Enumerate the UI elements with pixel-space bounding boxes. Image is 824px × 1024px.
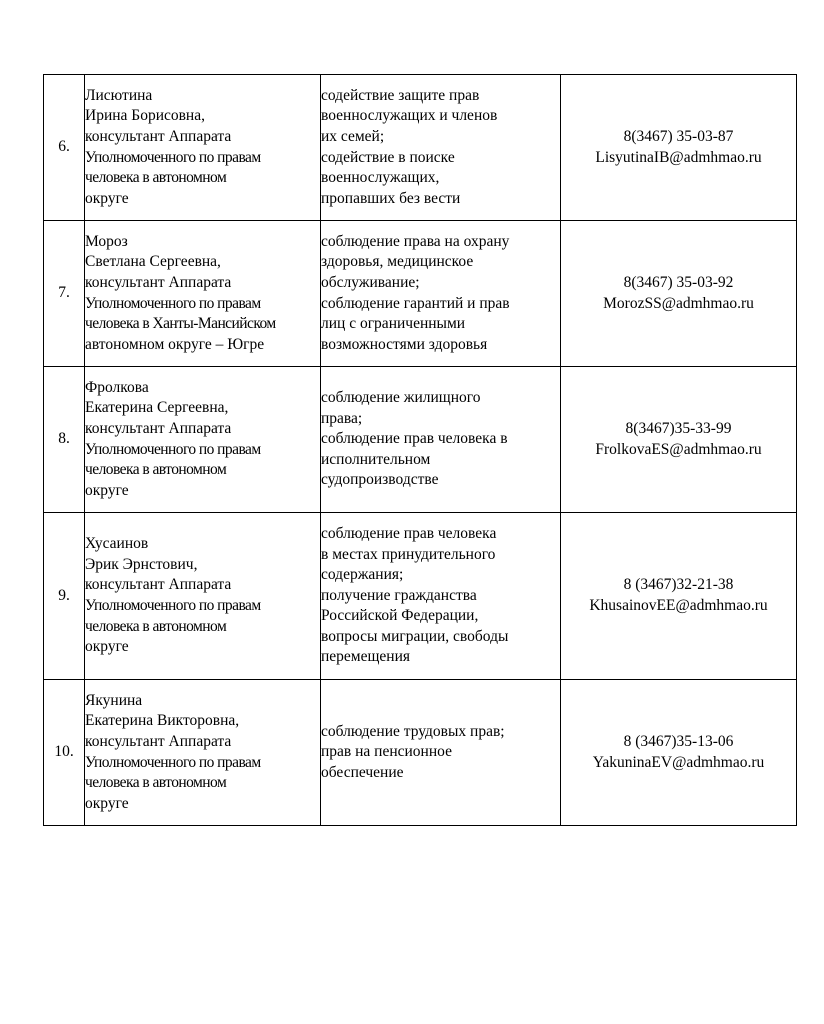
responsibility-line: соблюдение жилищного	[321, 389, 481, 407]
position: Уполномоченного по правам	[85, 148, 261, 166]
given-names: Екатерина Сергеевна,	[85, 399, 229, 417]
responsibility-line: здоровья, медицинское	[321, 253, 474, 271]
phone-number: 8 (3467)32-21-38	[623, 576, 734, 594]
email-address[interactable]: YakuninaEV@admhmao.ru	[592, 753, 765, 771]
employee-name-cell	[85, 367, 321, 513]
responsibility-line: их семей;	[321, 127, 385, 145]
contact-cell	[561, 513, 797, 680]
responsibility-line: в местах принудительного	[321, 545, 496, 563]
email-address[interactable]: LisyutinaIB@admhmao.ru	[595, 148, 762, 166]
row-number: 10.	[44, 680, 85, 826]
responsibility-line: соблюдение права на охрану	[321, 232, 510, 250]
position: Уполномоченного по правам	[85, 294, 261, 312]
table-row	[44, 75, 797, 221]
row-number: 7.	[44, 221, 85, 367]
surname: Фролкова	[85, 378, 149, 396]
email-address[interactable]: KhusainovEE@admhmao.ru	[589, 597, 768, 614]
responsibility-line: соблюдение прав человека	[321, 524, 497, 542]
responsibility-line: Российской Федерации,	[321, 607, 479, 625]
phone-number: 8(3467) 35-03-87	[623, 127, 734, 145]
responsibility-line: лиц с ограниченными	[321, 315, 466, 333]
position: человека в автономном	[85, 169, 227, 187]
surname: Мороз	[85, 232, 128, 250]
position: консультант Аппарата	[85, 576, 232, 594]
contact-cell	[561, 367, 797, 513]
employee-name-cell	[85, 513, 321, 680]
responsibility-line: соблюдение прав человека в	[321, 430, 508, 448]
contact-cell	[561, 221, 797, 367]
row-number: 9.	[44, 513, 85, 680]
responsibility-cell	[321, 221, 561, 367]
position: консультант Аппарата	[85, 419, 232, 437]
position: Уполномоченного по правам	[85, 440, 261, 458]
responsibility-line: получение гражданства	[321, 586, 477, 604]
given-names: Екатерина Викторовна,	[85, 712, 240, 730]
position: Уполномоченного по правам	[85, 597, 261, 614]
responsibility-line: права;	[321, 409, 363, 427]
position: человека в автономном	[85, 617, 227, 635]
table-row	[44, 680, 797, 826]
table-row	[44, 367, 797, 513]
responsibility-cell	[321, 75, 561, 221]
contact-cell	[561, 680, 797, 826]
responsibility-line: соблюдение трудовых прав;	[321, 722, 505, 740]
responsibility-cell	[321, 680, 561, 826]
position: человека в автономном	[85, 461, 227, 479]
position: человека в Ханты-Мансийском	[85, 315, 276, 333]
position: консультант Аппарата	[85, 732, 232, 750]
row-number: 6.	[44, 75, 85, 221]
position: округе	[85, 794, 129, 812]
responsibility-line: содержания;	[321, 566, 404, 584]
responsibility-line: вопросы миграции, свободы	[321, 627, 509, 645]
position: человека в автономном	[85, 774, 227, 792]
employee-name-cell	[85, 221, 321, 367]
responsibility-cell	[321, 513, 561, 680]
employee-name-cell	[85, 680, 321, 826]
responsibility-line: соблюдение гарантий и прав	[321, 294, 510, 312]
given-names: Ирина Борисовна,	[85, 107, 205, 125]
employee-name-cell	[85, 75, 321, 221]
responsibility-line: обслуживание;	[321, 273, 420, 291]
responsibility-cell	[321, 367, 561, 513]
responsibility-line: содействие в поиске	[321, 148, 455, 166]
email-address[interactable]: MorozSS@admhmao.ru	[603, 294, 754, 312]
position: консультант Аппарата	[85, 273, 232, 291]
surname: Якунина	[85, 691, 143, 709]
table-row	[44, 513, 797, 680]
position: округе	[85, 481, 129, 499]
responsibility-line: военнослужащих и членов	[321, 107, 498, 125]
phone-number: 8 (3467)35-13-06	[623, 732, 734, 750]
responsibility-line: военнослужащих,	[321, 169, 440, 187]
given-names: Эрик Эрнстович,	[85, 555, 198, 573]
phone-number: 8(3467) 35-03-92	[623, 273, 734, 291]
contact-cell	[561, 75, 797, 221]
table-row	[44, 221, 797, 367]
surname: Лисютина	[85, 86, 153, 104]
row-number: 8.	[44, 367, 85, 513]
responsibility-line: пропавших без вести	[321, 189, 461, 207]
position: консультант Аппарата	[85, 127, 232, 145]
position: округе	[85, 189, 129, 207]
position: автономном округе – Югре	[85, 335, 265, 353]
position: Уполномоченного по правам	[85, 753, 261, 771]
responsibility-line: прав на пенсионное	[321, 743, 452, 761]
responsibility-line: судопроизводстве	[321, 471, 439, 489]
phone-number: 8(3467)35-33-99	[625, 419, 732, 437]
email-address[interactable]: FrolkovaES@admhmao.ru	[595, 440, 762, 458]
responsibility-line: возможностями здоровья	[321, 335, 488, 353]
given-names: Светлана Сергеевна,	[85, 253, 221, 271]
responsibility-line: обеспечение	[321, 763, 404, 781]
responsibility-line: содействие защите прав	[321, 86, 480, 104]
responsibility-line: перемещения	[321, 648, 411, 666]
position: округе	[85, 638, 129, 656]
staff-table	[43, 74, 797, 826]
responsibility-line: исполнительном	[321, 450, 431, 468]
surname: Хусаинов	[85, 535, 149, 553]
